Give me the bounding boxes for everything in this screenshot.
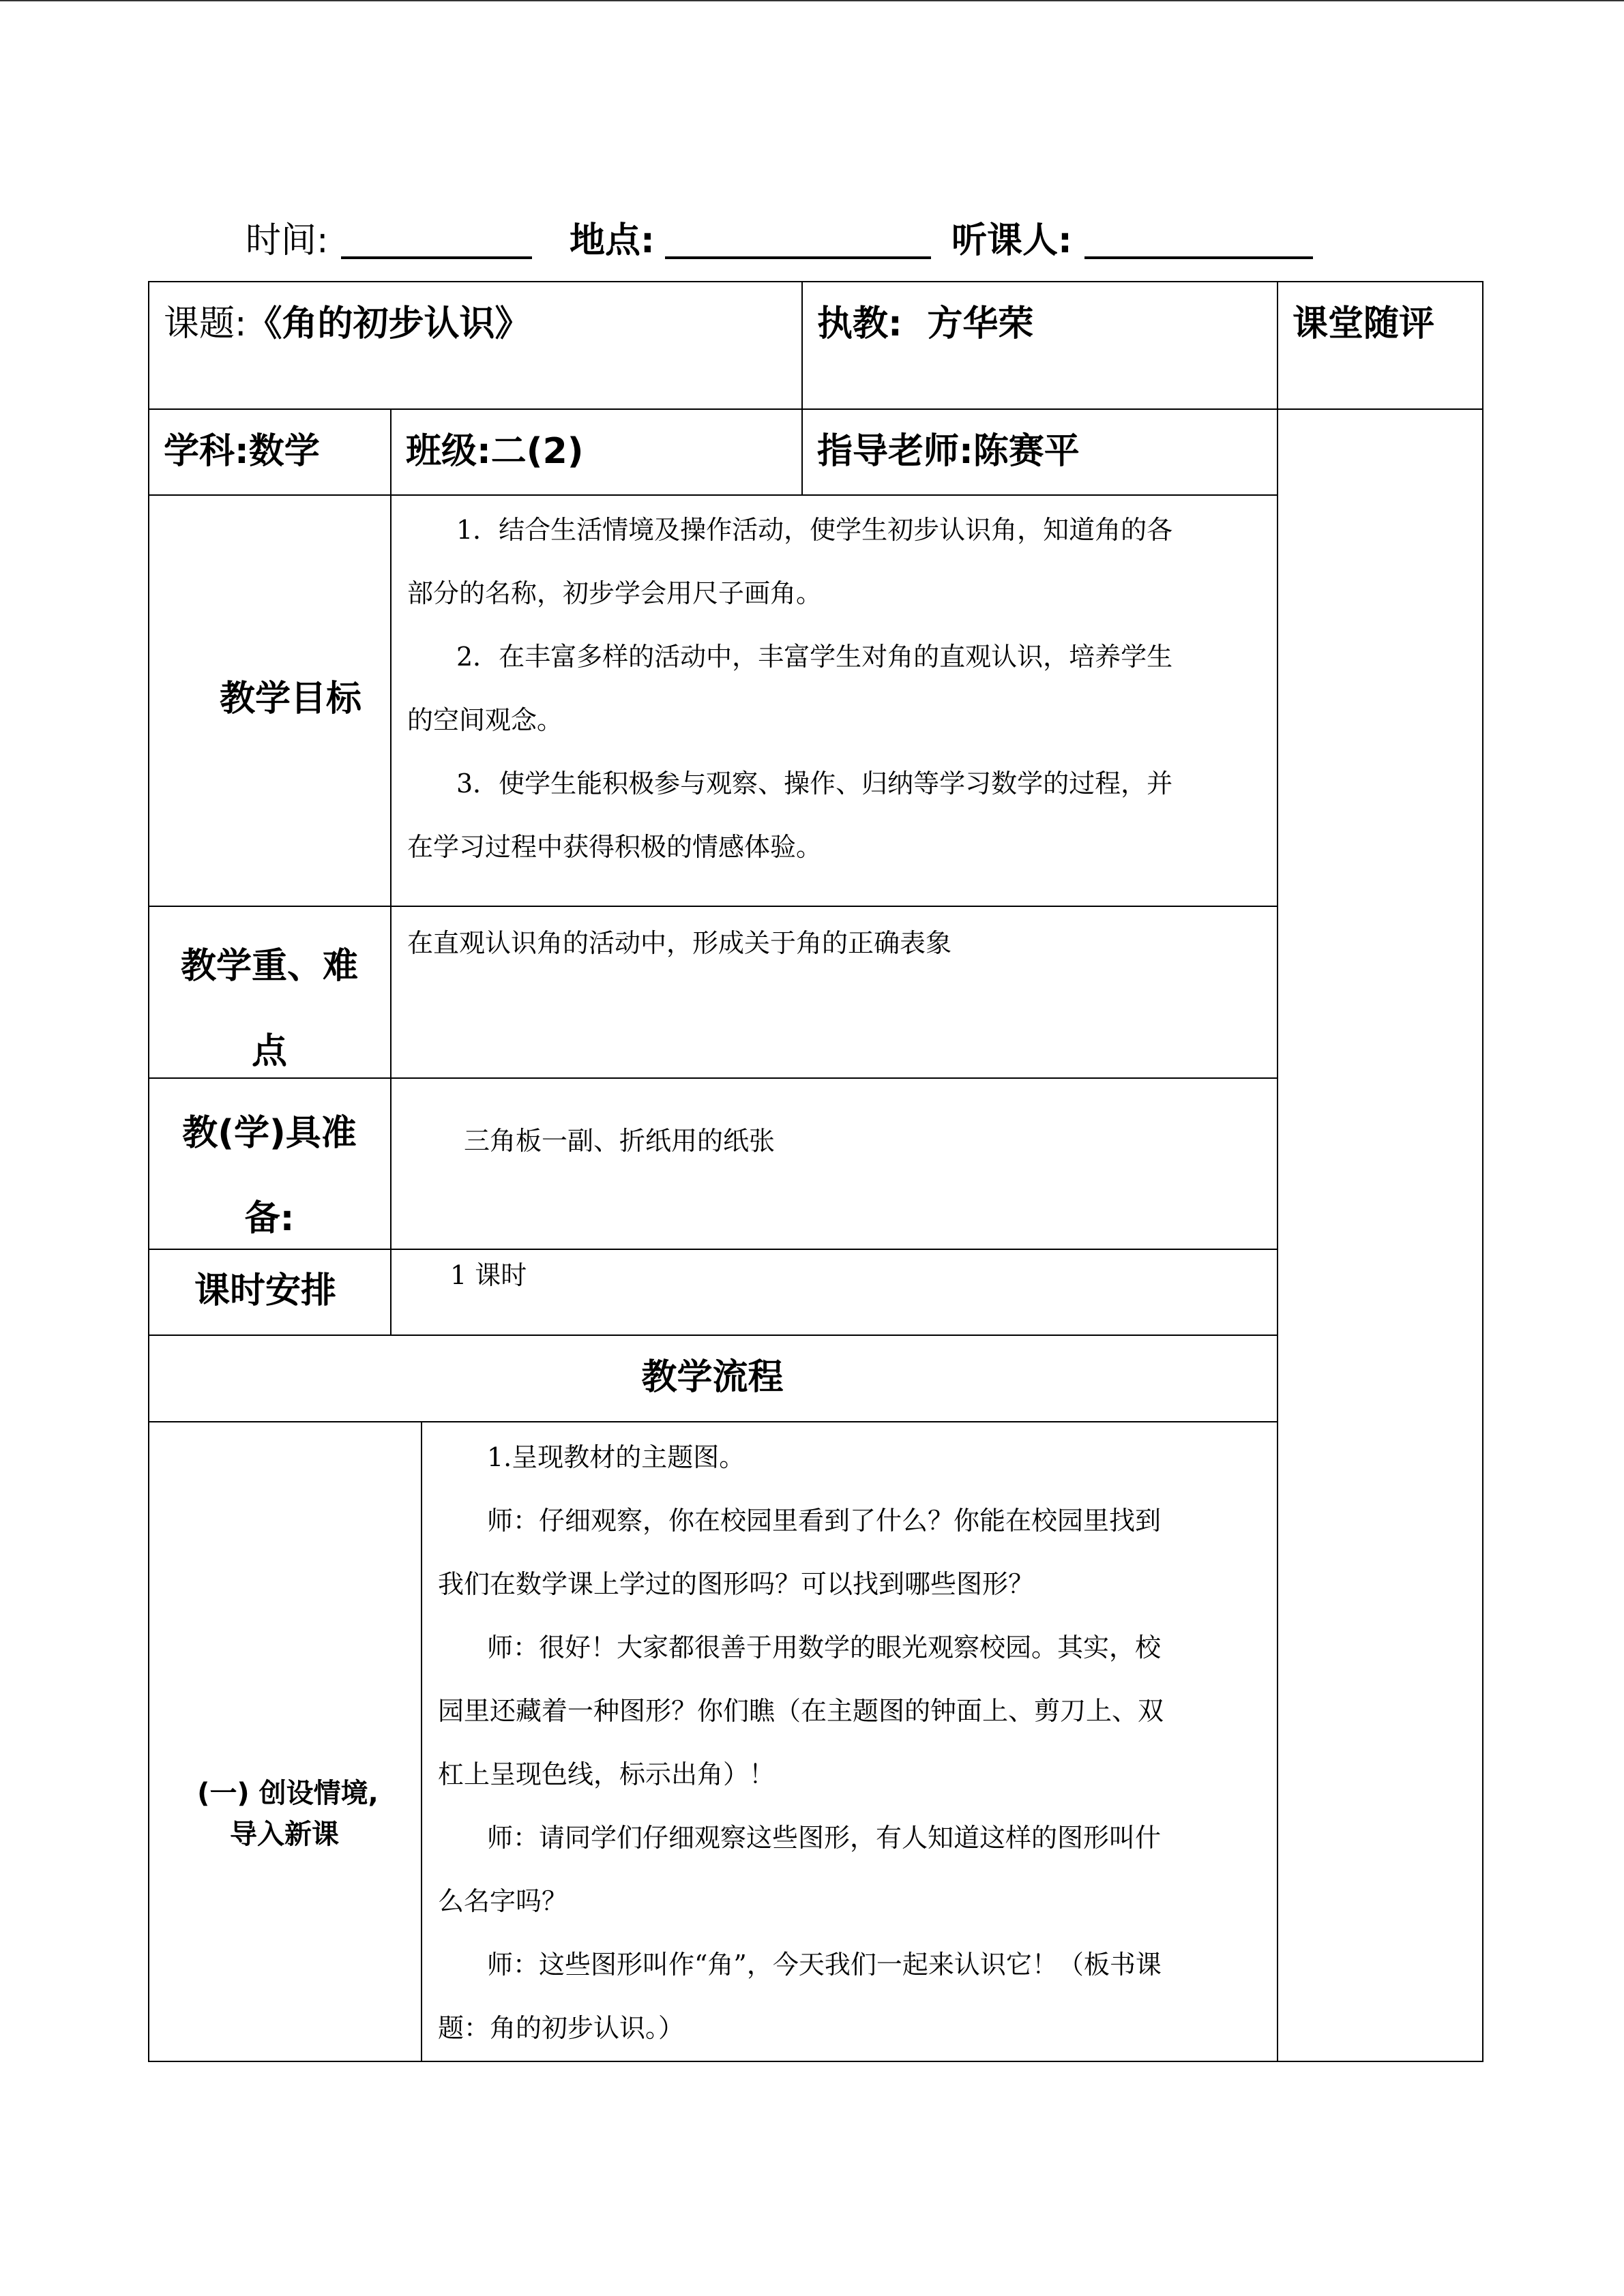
prep-label-line2: 备: [244, 1198, 295, 1239]
table-line [148, 906, 1277, 907]
time-blank[interactable] [341, 256, 532, 259]
teacher-value: 方华荣 [927, 303, 1034, 344]
hours-value: 1 课时 [450, 1260, 527, 1290]
class-label: 班级: [406, 431, 491, 472]
table-line [148, 494, 1277, 496]
prep-value: 三角板一副、折纸用的纸张 [464, 1126, 776, 1156]
teacher-label: 执教: [817, 303, 902, 344]
section1-line: 师：仔细观察，你在校园里看到了什么？你能在校园里找到 [487, 1506, 1162, 1536]
objective-line: 3．使学生能积极参与观察、操作、归纳等学习数学的过程，并 [456, 769, 1173, 799]
flow-title: 教学流程 [641, 1357, 784, 1398]
table-line [148, 1421, 1277, 1422]
section1-content [438, 1426, 1164, 2060]
section1-line: 1.呈现教材的主题图。 [487, 1442, 745, 1472]
prep-label [174, 1091, 365, 1262]
subject-label: 学科: [164, 431, 249, 472]
mentor-cell [817, 428, 1080, 475]
section1-line: 师：请同学们仔细观察这些图形，有人知道这样的图形叫什 [487, 1823, 1162, 1853]
subject-value: 数学 [248, 431, 320, 472]
objectives-list [407, 498, 1172, 879]
location-label: 地点: [570, 220, 655, 261]
objective-line: 的空间观念。 [407, 705, 563, 735]
section1-line: 我们在数学课上学过的图形吗？可以找到哪些图形？ [438, 1569, 1035, 1599]
time-label: 时间: [246, 220, 329, 261]
objective-line: 1．结合生活情境及操作活动，使学生初步认识角，知道角的各 [456, 515, 1173, 545]
table-line [148, 408, 1483, 410]
objective-line: 在学习过程中获得积极的情感体验。 [407, 832, 823, 862]
section1-line: 师：很好！大家都很善于用数学的眼光观察校园。其实，校 [487, 1632, 1162, 1663]
mentor-value: 陈赛平 [973, 431, 1080, 472]
objective-line: 2．在丰富多样的活动中，丰富学生对角的直观认识，培养学生 [456, 642, 1173, 672]
class-value: 二(2) [490, 431, 584, 472]
table-line [421, 1421, 422, 2062]
section1-line: 么名字吗？ [438, 1886, 568, 1916]
table-line [1277, 281, 1278, 2062]
table-border-top [148, 281, 1483, 282]
listener-label: 听课人: [951, 220, 1072, 261]
hours-label: 课时安排 [194, 1270, 337, 1311]
section1-line: 园里还藏着一种图形？你们瞧（在主题图的钟面上、剪刀上、双 [438, 1696, 1164, 1726]
keypoints-label-line2: 点 [251, 1031, 287, 1072]
teacher-cell [817, 300, 1033, 348]
topic-label: 课题: [164, 303, 247, 344]
table-border-right [1482, 281, 1483, 2062]
location-blank[interactable] [665, 256, 931, 259]
keypoints-value: 在直观认识角的活动中，形成关于角的正确表象 [407, 928, 952, 958]
section1-label-line2: 导入新课 [230, 1819, 339, 1850]
keypoints-label-line1: 教学重、难 [181, 946, 359, 987]
objectives-label: 教学目标 [220, 679, 362, 719]
mentor-label: 指导老师: [817, 431, 973, 472]
section1-line: 杠上呈现色线，标示出角）！ [438, 1759, 776, 1789]
table-line [801, 281, 803, 496]
subject-cell [164, 428, 320, 475]
page-top-edge [0, 0, 1624, 1]
keypoints-label [181, 924, 358, 1094]
section1-line: 题：角的初步认识。） [438, 2013, 685, 2043]
objective-line: 部分的名称，初步学会用尺子画角。 [407, 578, 823, 608]
table-border-bottom [148, 2061, 1483, 2062]
class-cell [406, 428, 584, 475]
section1-line: 师：这些图形叫作“角”，今天我们一起来认识它！（板书课 [487, 1950, 1162, 1980]
table-line [148, 1335, 1277, 1336]
comment-header: 课堂随评 [1293, 303, 1435, 344]
listener-blank[interactable] [1084, 256, 1313, 259]
topic-cell [164, 300, 531, 348]
prep-label-line1: 教(学)具准 [182, 1113, 357, 1154]
topic-value: 《角的初步认识》 [246, 303, 531, 344]
section1-label-line1: (一) 创设情境, [197, 1778, 379, 1809]
table-line [390, 408, 392, 1336]
section1-label [148, 1773, 421, 1855]
